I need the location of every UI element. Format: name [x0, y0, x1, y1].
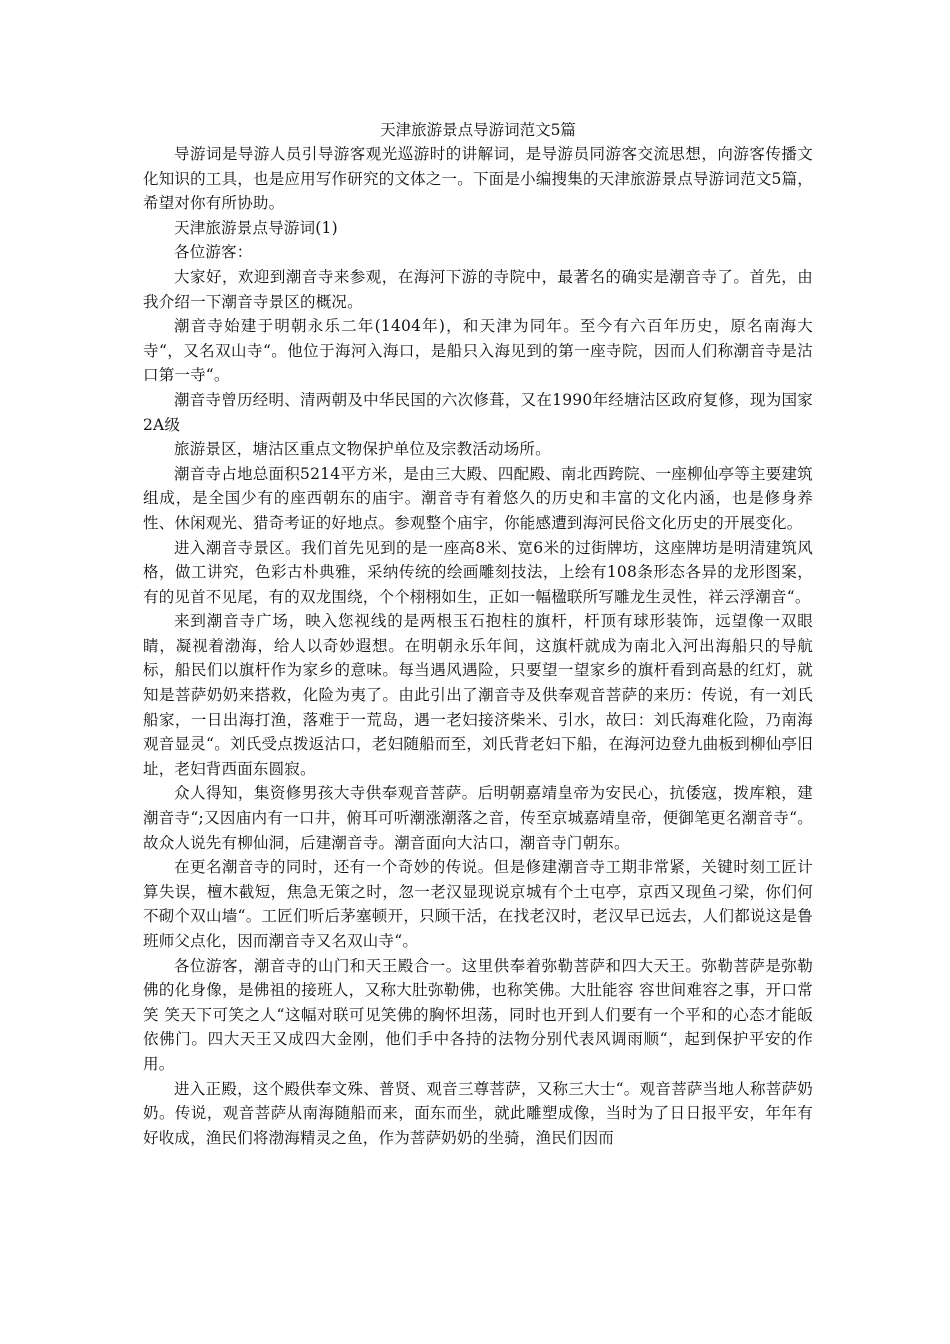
- greeting-paragraph: 各位游客：: [174, 243, 253, 262]
- body-paragraph: 潮音寺曾历经明、清两朝及中华民国的六次修葺，又在1990年经塘沽区政府复修，现为国家2A级: [143, 390, 813, 434]
- document-page: [143, 118, 813, 1150]
- body-paragraph: 众人得知，集资修男孩大寺供奉观音菩萨。后明朝嘉靖皇帝为安民心，抗倭寇，拨库粮，建潮音寺“;又因庙内有一口井，俯耳可听潮涨潮落之音，传至京城嘉靖皇帝，便御笔更名潮音寺“。故众人说先有柳仙洞，后建潮音寺。潮音面向大沽口，潮音寺门朝东。: [143, 784, 813, 852]
- document-title: 天津旅游景点导游词范文5篇: [380, 121, 576, 139]
- body-paragraph: 进入潮音寺景区。我们首先见到的是一座高8米、宽6米的过街牌坊，这座牌坊是明清建筑风格，做工讲究，色彩古朴典雅，采纳传统的绘画雕刻技法，上绘有108条形态各异的龙形图案，有的见首不见尾，有的双龙围绕，个个栩栩如生，正如一幅楹联所写雕龙生灵性，祥云浮潮音“。: [143, 538, 813, 606]
- body-paragraph: 进入正殿，这个殿供奉文殊、普贤、观音三尊菩萨，又称三大士“。观音菩萨当地人称菩萨奶奶。传说，观音菩萨从南海随船而来，面东而坐，就此雕塑成像，当时为了日日报平安，年年有好收成，渔民们将渤海精灵之鱼，作为菩萨奶奶的坐骑，渔民们因而: [143, 1079, 813, 1147]
- body-paragraph: 大家好，欢迎到潮音寺来参观，在海河下游的寺院中，最著名的确实是潮音寺了。首先，由我介绍一下潮音寺景区的概况。: [143, 267, 813, 311]
- body-paragraph: 潮音寺始建于明朝永乐二年(1404年)，和天津为同年。至今有六百年历史，原名南海大寺“，又名双山寺“。他位于海河入海口，是船只入海见到的第一座寺院，因而人们称潮音寺是沽口第一寺“。: [143, 317, 813, 385]
- section-heading: 天津旅游景点导游词(1): [174, 218, 338, 237]
- intro-paragraph: 导游词是导游人员引导游客观光巡游时的讲解词，是导游员同游客交流思想，向游客传播文化知识的工具，也是应用写作研究的文体之一。下面是小编搜集的天津旅游景点导游词范文5篇，希望对你有所协助。: [143, 145, 813, 213]
- body-paragraph: 各位游客，潮音寺的山门和天王殿合一。这里供奉着弥勒菩萨和四大天王。弥勒菩萨是弥勒佛的化身像，是佛祖的接班人，又称大肚弥勒佛，也称笑佛。大肚能容 容世间难容之事，开口常笑 笑天下可笑之人“这幅对联可见笑佛的胸怀坦荡，同时也开到人们要有一个平和的心态才能皈依佛门。四大天王又成四大金刚，他们手中各持的法物分别代表风调雨顺“，起到保护平安的作用。: [143, 956, 813, 1073]
- body-paragraph: 在更名潮音寺的同时，还有一个奇妙的传说。但是修建潮音寺工期非常紧，关键时刻工匠计算失误，檀木截短，焦急无策之时，忽一老汉显现说京城有个土屯亭，京西又现鱼刁梁，你们何不砌个双山墙“。工匠们听后茅塞顿开，只顾干活，在找老汉时，老汉早已远去，人们都说这是鲁班师父点化，因而潮音寺又名双山寺“。: [143, 858, 813, 950]
- body-paragraph: 旅游景区，塘沽区重点文物保护单位及宗教活动场所。: [174, 440, 551, 459]
- body-paragraph: 来到潮音寺广场，映入您视线的是两根玉石抱柱的旗杆，杆顶有球形装饰，远望像一双眼睛，凝视着渤海，给人以奇妙遐想。在明朝永乐年间，这旗杆就成为南北入河出海船只的导航标，船民们以旗杆作为家乡的意味。每当遇风遇险，只要望一望家乡的旗杆看到高悬的红灯，就知是菩萨奶奶来搭救，化险为夷了。由此引出了潮音寺及供奉观音菩萨的来历：传说，有一刘氏船家，一日出海打渔，落难于一荒岛，遇一老妇接济柴米、引水，故曰：刘氏海难化险，乃南海观音显灵“。刘氏受点拨返沽口，老妇随船而至，刘氏背老妇下船，在海河边登九曲板到柳仙亭旧址，老妇背西面东圆寂。: [143, 612, 813, 778]
- body-paragraph: 潮音寺占地总面积5214平方米，是由三大殿、四配殿、南北西跨院、一座柳仙亭等主要建筑组成，是全国少有的座西朝东的庙宇。潮音寺有着悠久的历史和丰富的文化内涵，也是修身养性、休闲观光、猎奇考证的好地点。参观整个庙宇，你能感遭到海河民俗文化历史的开展变化。: [143, 464, 813, 532]
